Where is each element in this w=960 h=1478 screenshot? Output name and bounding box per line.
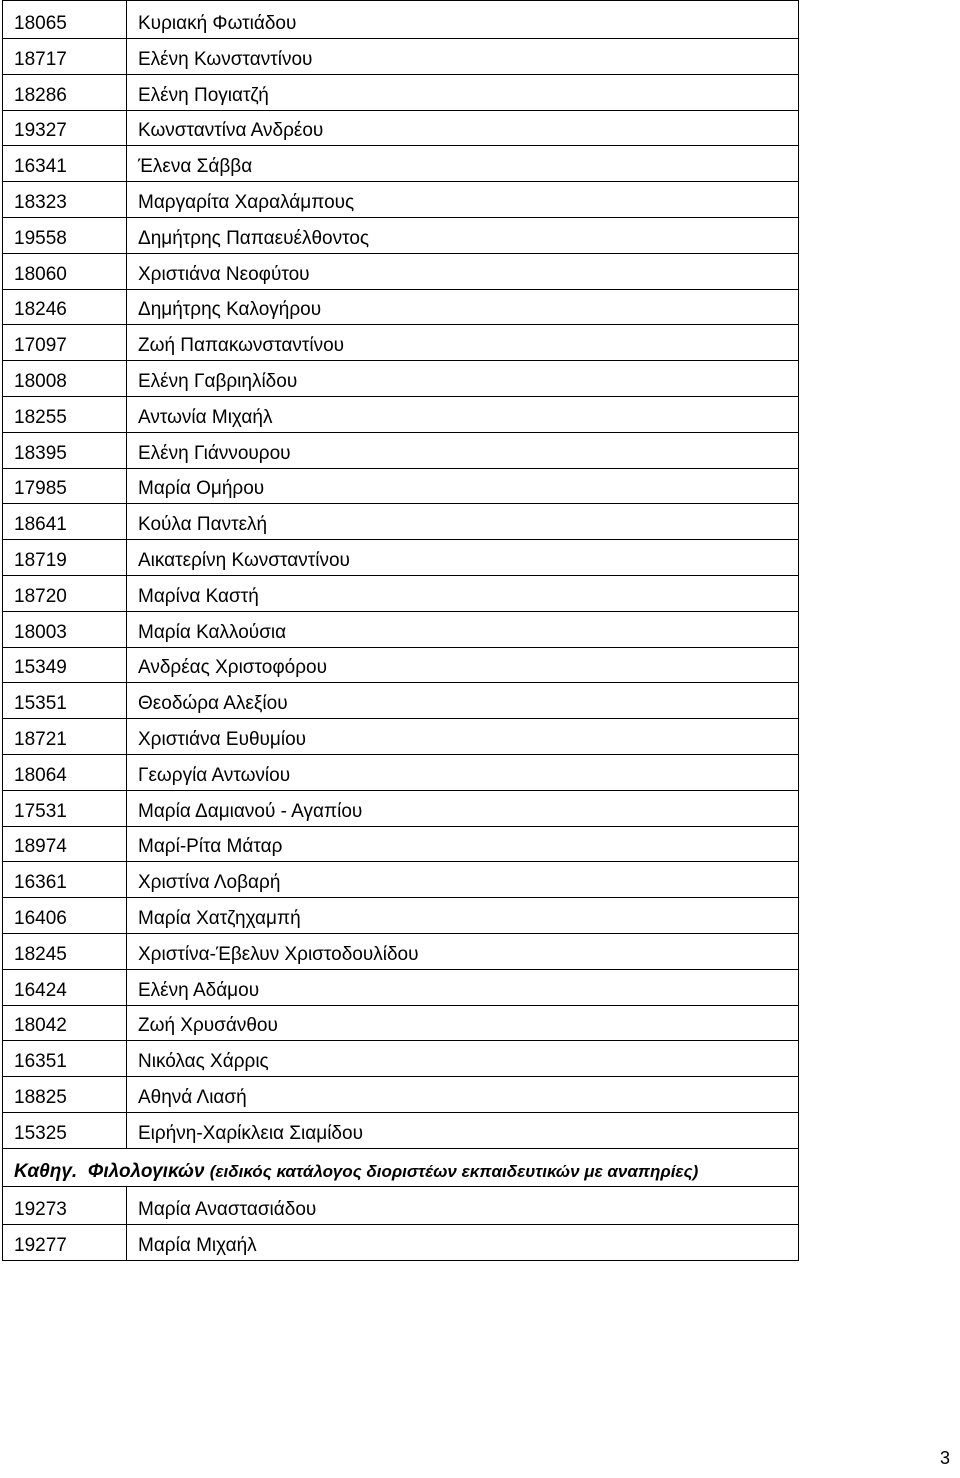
table-row [3, 110, 799, 146]
table-row [3, 1005, 799, 1041]
table-row [3, 146, 799, 182]
registry-number-cell: 18323 [3, 182, 127, 218]
registry-number-cell: 18255 [3, 396, 127, 432]
table-row [3, 862, 799, 898]
registry-number-cell: 18721 [3, 719, 127, 755]
person-name-cell: Χριστίνα-Έβελυν Χριστοδουλίδου [127, 933, 799, 969]
registry-number-cell: 18641 [3, 504, 127, 540]
table-row [3, 575, 799, 611]
table-row [3, 719, 799, 755]
table-row [3, 1041, 799, 1077]
table-row [3, 74, 799, 110]
registry-number-cell: 18717 [3, 39, 127, 75]
registry-number-cell: 18042 [3, 1005, 127, 1041]
person-name-cell: Κωνσταντίνα Ανδρέου [127, 110, 799, 146]
table-row [3, 647, 799, 683]
person-name-cell: Μαρίνα Καστή [127, 575, 799, 611]
table-row [3, 790, 799, 826]
table-row [3, 826, 799, 862]
table-row [3, 1077, 799, 1113]
person-name-cell: Ελένη Γαβριηλίδου [127, 361, 799, 397]
section-title: Καθηγ. Φιλολογικών [14, 1160, 205, 1182]
person-name-cell: Χριστιάνα Νεοφύτου [127, 253, 799, 289]
registry-number-cell: 19558 [3, 217, 127, 253]
person-name-cell: Μαρία Μιχαήλ [127, 1224, 799, 1260]
appointee-table [2, 0, 799, 1261]
person-name-cell: Ελένη Πογιατζή [127, 74, 799, 110]
table-row [3, 361, 799, 397]
registry-number-cell: 18065 [3, 1, 127, 39]
table-row [3, 1, 799, 39]
table-row [3, 39, 799, 75]
person-name-cell: Έλενα Σάββα [127, 146, 799, 182]
person-name-cell: Αθηνά Λιασή [127, 1077, 799, 1113]
table-row [3, 1186, 799, 1224]
person-name-cell: Χριστιάνα Ευθυμίου [127, 719, 799, 755]
person-name-cell: Μαρί-Ρίτα Μάταρ [127, 826, 799, 862]
roster-sheet [2, 0, 798, 1261]
registry-number-cell: 18060 [3, 253, 127, 289]
person-name-cell: Μαρία Ομήρου [127, 468, 799, 504]
table-row [3, 754, 799, 790]
person-name-cell: Ζωή Χρυσάνθου [127, 1005, 799, 1041]
person-name-cell: Νικόλας Χάρρις [127, 1041, 799, 1077]
registry-number-cell: 18286 [3, 74, 127, 110]
person-name-cell: Κυριακή Φωτιάδου [127, 1, 799, 39]
table-row [3, 540, 799, 576]
table-row [3, 683, 799, 719]
person-name-cell: Ειρήνη-Χαρίκλεια Σιαμίδου [127, 1112, 799, 1148]
table-row [3, 396, 799, 432]
registry-number-cell: 17097 [3, 325, 127, 361]
registry-number-cell: 17985 [3, 468, 127, 504]
registry-number-cell: 18974 [3, 826, 127, 862]
section-heading [3, 1148, 799, 1186]
registry-number-cell: 18719 [3, 540, 127, 576]
registry-number-cell: 15351 [3, 683, 127, 719]
registry-number-cell: 17531 [3, 790, 127, 826]
registry-number-cell: 18245 [3, 933, 127, 969]
person-name-cell: Αντωνία Μιχαήλ [127, 396, 799, 432]
page-number: 3 [939, 1448, 950, 1468]
table-row [3, 898, 799, 934]
section-subtitle: (ειδικός κατάλογος διοριστέων εκπαιδευτικών με αναπηρίες) [209, 1161, 699, 1181]
registry-number-cell: 18246 [3, 289, 127, 325]
registry-number-cell: 16406 [3, 898, 127, 934]
person-name-cell: Ελένη Κωνσταντίνου [127, 39, 799, 75]
person-name-cell: Δημήτρης Καλογήρου [127, 289, 799, 325]
registry-number-cell: 18825 [3, 1077, 127, 1113]
table-row [3, 289, 799, 325]
registry-number-cell: 19327 [3, 110, 127, 146]
table-row [3, 253, 799, 289]
table-row [3, 611, 799, 647]
person-name-cell: Μαρία Δαμιανού - Αγαπίου [127, 790, 799, 826]
table-row [3, 969, 799, 1005]
table-row [3, 182, 799, 218]
appointee-table-body [3, 1, 799, 1149]
person-name-cell: Ελένη Αδάμου [127, 969, 799, 1005]
registry-number-cell: 18064 [3, 754, 127, 790]
person-name-cell: Μαρία Αναστασιάδου [127, 1186, 799, 1224]
table-row [3, 933, 799, 969]
person-name-cell: Ελένη Γιάννουρου [127, 432, 799, 468]
table-row [3, 1112, 799, 1148]
registry-number-cell: 16341 [3, 146, 127, 182]
registry-number-cell: 18003 [3, 611, 127, 647]
person-name-cell: Κούλα Παντελή [127, 504, 799, 540]
registry-number-cell: 16361 [3, 862, 127, 898]
registry-number-cell: 19277 [3, 1224, 127, 1260]
special-list-section [3, 1148, 799, 1186]
registry-number-cell: 16424 [3, 969, 127, 1005]
section-heading-row [3, 1148, 799, 1186]
person-name-cell: Αικατερίνη Κωνσταντίνου [127, 540, 799, 576]
person-name-cell: Μαργαρίτα Χαραλάμπους [127, 182, 799, 218]
registry-number-cell: 16351 [3, 1041, 127, 1077]
person-name-cell: Μαρία Χατζηχαμπή [127, 898, 799, 934]
registry-number-cell: 15325 [3, 1112, 127, 1148]
person-name-cell: Γεωργία Αντωνίου [127, 754, 799, 790]
person-name-cell: Μαρία Καλλούσια [127, 611, 799, 647]
special-list-body [3, 1186, 799, 1260]
person-name-cell: Ζωή Παπακωνσταντίνου [127, 325, 799, 361]
registry-number-cell: 18008 [3, 361, 127, 397]
person-name-cell: Χριστίνα Λοβαρή [127, 862, 799, 898]
table-row [3, 1224, 799, 1260]
table-row [3, 432, 799, 468]
table-row [3, 325, 799, 361]
table-row [3, 504, 799, 540]
registry-number-cell: 18395 [3, 432, 127, 468]
registry-number-cell: 18720 [3, 575, 127, 611]
person-name-cell: Θεοδώρα Αλεξίου [127, 683, 799, 719]
registry-number-cell: 15349 [3, 647, 127, 683]
registry-number-cell: 19273 [3, 1186, 127, 1224]
table-row [3, 217, 799, 253]
person-name-cell: Ανδρέας Χριστοφόρου [127, 647, 799, 683]
table-row [3, 468, 799, 504]
person-name-cell: Δημήτρης Παπαευέλθοντος [127, 217, 799, 253]
